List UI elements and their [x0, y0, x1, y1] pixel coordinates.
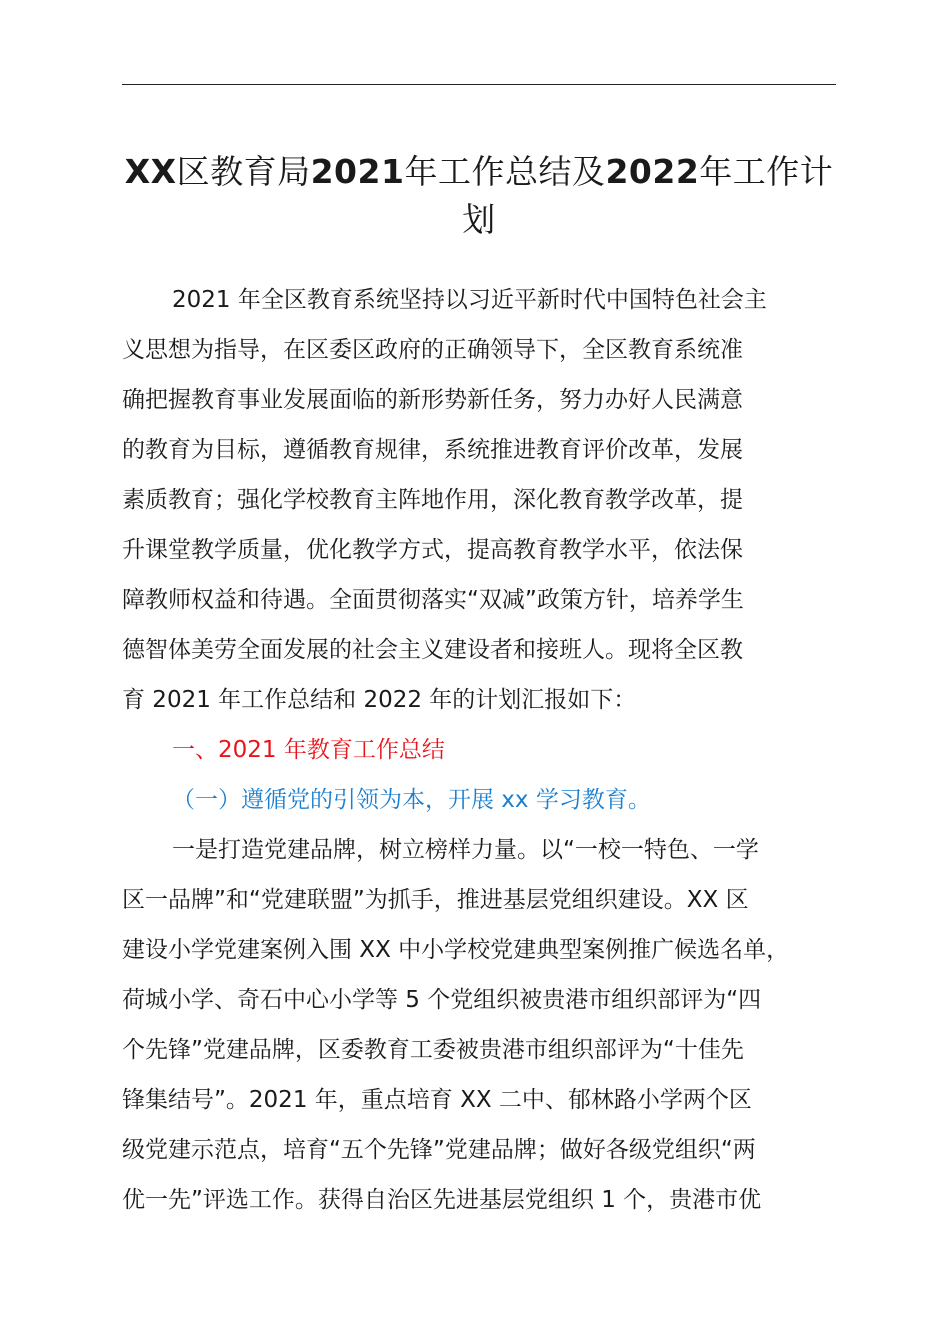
title-segment: 2021 — [310, 152, 405, 191]
header-rule — [122, 84, 836, 85]
paragraph-line: 义思想为指导，在区委区政府的正确领导下，全区教育系统准 — [122, 337, 743, 363]
paragraph-line: 区一品牌”和“党建联盟”为抓手，推进基层党组织建设。XX 区 — [122, 887, 749, 913]
paragraph-line: 素质教育；强化学校教育主阵地作用，深化教育教学改革，提 — [122, 487, 743, 513]
paragraph-line: 锋集结号”。2021 年，重点培育 XX 二中、郁林路小学两个区 — [122, 1087, 752, 1113]
paragraph-line: 2021 年全区教育系统坚持以习近平新时代中国特色社会主 — [172, 287, 767, 313]
paragraph-line: 德智体美劳全面发展的社会主义建设者和接班人。现将全区教 — [122, 637, 743, 663]
section-heading-2: （一）遵循党的引领为本，开展 xx 学习教育。 — [172, 787, 651, 813]
document-body — [122, 275, 838, 1225]
paragraph-line: 一是打造党建品牌，树立榜样力量。以“一校一特色、一学 — [172, 837, 759, 863]
section-heading-1: 一、2021 年教育工作总结 — [172, 737, 445, 763]
paragraph-line: 育 2021 年工作总结和 2022 年的计划汇报如下： — [122, 687, 637, 713]
title-segment: 区教育局 — [176, 152, 311, 191]
paragraph-line: 个先锋”党建品牌，区委教育工委被贵港市组织部评为“十佳先 — [122, 1037, 744, 1063]
paragraph-line: 荷城小学、奇石中心小学等 5 个党组织被贵港市组织部评为“四 — [122, 987, 762, 1013]
title-segment: 年工作总结及 — [404, 152, 606, 191]
intro-paragraph — [122, 275, 838, 725]
document-title — [110, 148, 848, 244]
paragraph-line: 级党建示范点，培育“五个先锋”党建品牌；做好各级党组织“两 — [122, 1137, 756, 1163]
paragraph-line: 的教育为目标，遵循教育规律，系统推进教育评价改革，发展 — [122, 437, 743, 463]
paragraph-line: 确把握教育事业发展面临的新形势新任务，努力办好人民满意 — [122, 387, 743, 413]
title-segment: XX — [124, 152, 177, 191]
paragraph-line: 障教师权益和待遇。全面贯彻落实“双减”政策方针，培养学生 — [122, 587, 744, 613]
paragraph-line: 升课堂教学质量，优化教学方式，提高教育教学水平，依法保 — [122, 537, 743, 563]
title-segment: 2022 — [605, 152, 700, 191]
body-paragraph — [122, 825, 838, 1225]
title-segment: 年工作计划 — [462, 152, 834, 239]
paragraph-line: 建设小学党建案例入围 XX 中小学校党建典型案例推广候选名单， — [122, 937, 790, 963]
paragraph-line: 优一先”评选工作。获得自治区先进基层党组织 1 个，贵港市优 — [122, 1187, 762, 1213]
